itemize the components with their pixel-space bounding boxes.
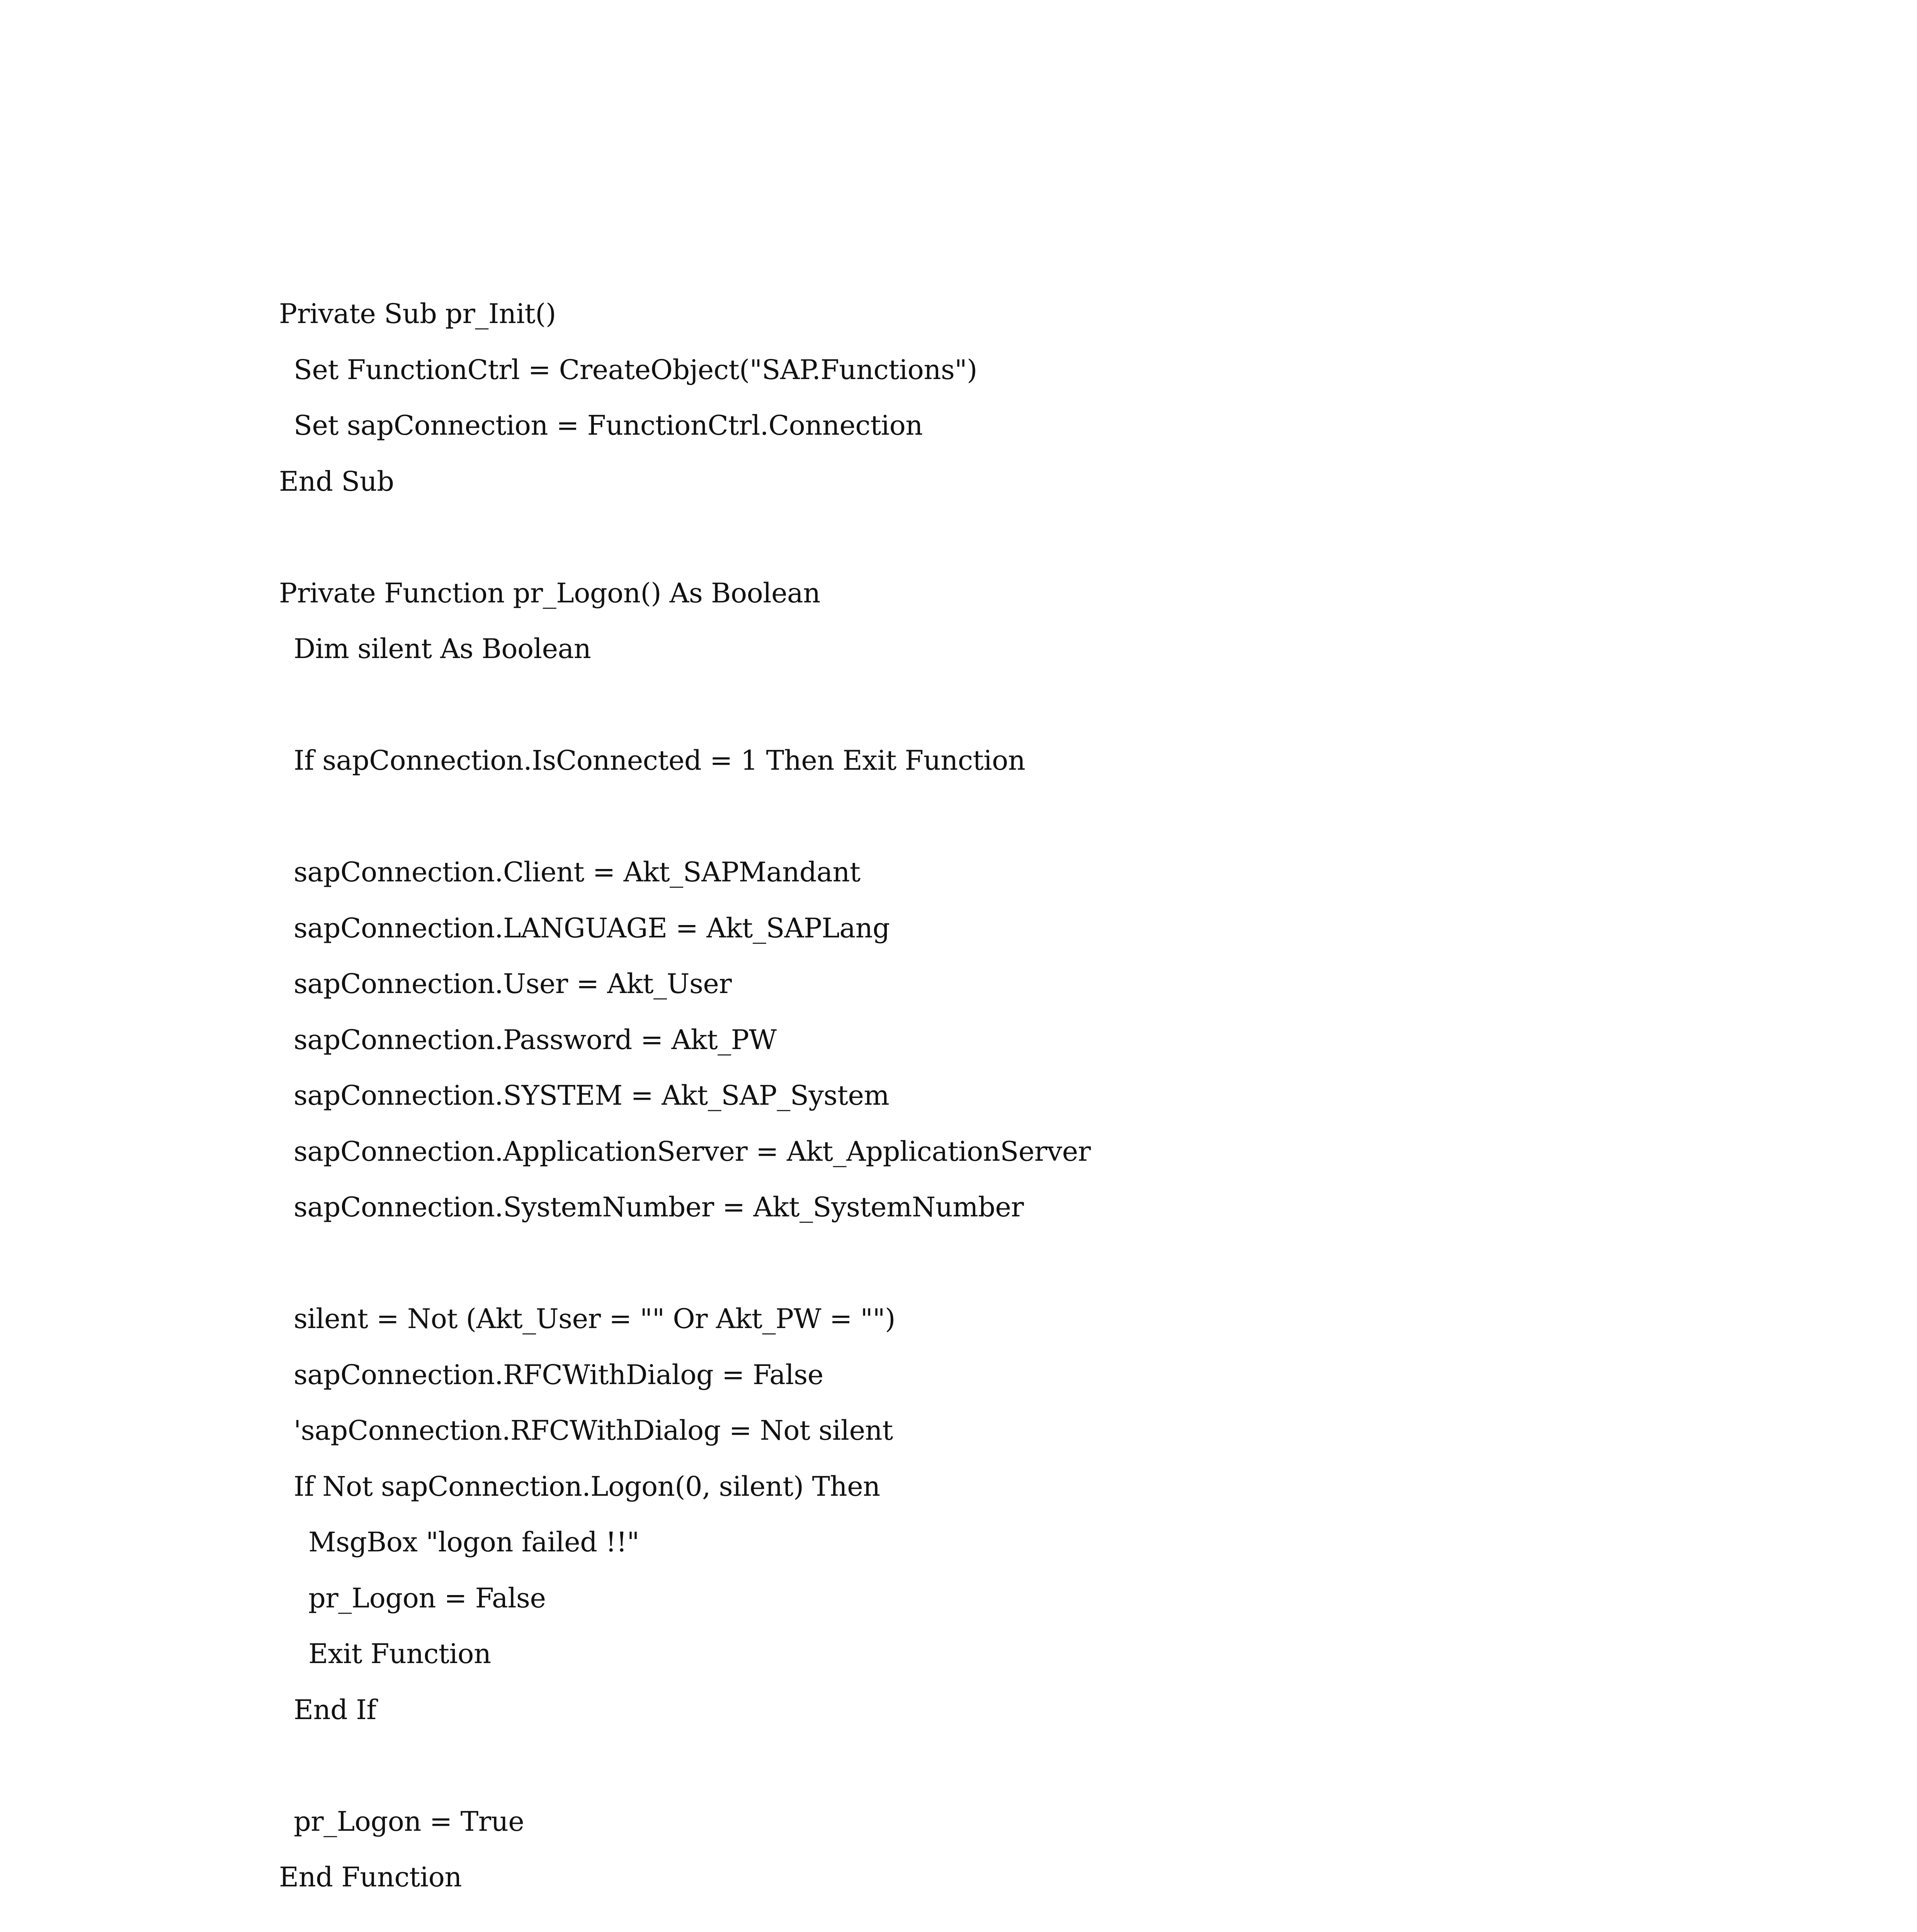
blank-line: [279, 677, 1786, 733]
code-listing: [279, 286, 1786, 1932]
code-line: sapConnection.Password = Akt_PW: [294, 1024, 777, 1056]
blank-line: [279, 1738, 1786, 1794]
code-comment-line: 'sapConnection.RFCWithDialog = Not silent: [294, 1415, 893, 1446]
code-line: End Function: [279, 1861, 462, 1893]
code-line: sapConnection.LANGUAGE = Akt_SAPLang: [294, 912, 890, 944]
code-line: Set FunctionCtrl = CreateObject("SAP.Functions"): [294, 354, 977, 386]
code-line: MsgBox "logon failed !!": [308, 1526, 640, 1558]
code-line: Private Sub pr_Init(): [279, 298, 556, 330]
code-line: pr_Logon = False: [308, 1582, 546, 1614]
code-line: sapConnection.SystemNumber = Akt_SystemNumber: [294, 1191, 1024, 1223]
code-line: Exit Function: [308, 1638, 491, 1670]
code-line: Dim silent As Boolean: [294, 633, 591, 665]
code-line: sapConnection.RFCWithDialog = False: [294, 1359, 823, 1391]
blank-line: [279, 1905, 1786, 1932]
blank-line: [279, 509, 1786, 565]
code-line: sapConnection.User = Akt_User: [294, 968, 732, 1000]
code-line: sapConnection.ApplicationServer = Akt_ApplicationServer: [294, 1135, 1091, 1167]
code-line: silent = Not (Akt_User = "" Or Akt_PW = ""): [294, 1303, 895, 1335]
blank-line: [279, 789, 1786, 845]
code-line: sapConnection.Client = Akt_SAPMandant: [294, 856, 861, 888]
code-line: End If: [294, 1694, 376, 1726]
code-line: pr_Logon = True: [294, 1805, 524, 1837]
code-line: sapConnection.SYSTEM = Akt_SAP_System: [294, 1080, 890, 1111]
code-line: If sapConnection.IsConnected = 1 Then Exit Function: [294, 745, 1026, 776]
blank-line: [279, 1235, 1786, 1291]
code-line: End Sub: [279, 465, 394, 497]
code-line: Private Function pr_Logon() As Boolean: [279, 577, 820, 609]
code-line: If Not sapConnection.Logon(0, silent) Then: [294, 1470, 880, 1502]
code-line: Set sapConnection = FunctionCtrl.Connection: [294, 410, 923, 441]
